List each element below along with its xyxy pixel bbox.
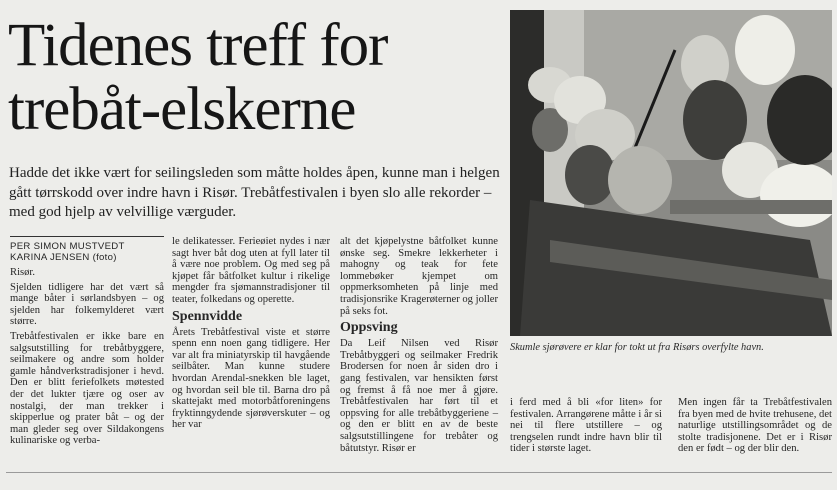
body-paragraph: Da Leif Nilsen ved Risør Trebåtbyggeri og seilmaker Fredrik Brodersen for noen år siden dro i gang festivalen, var hensikten først og fremst å få noe mer å gjøre. Trebåtfestivalen har ført til et oppsving for alle trebåtbyggeriene – og den er blitt en av de beste salgsutstillingene for trebåter og båtutstyr. Risør er [340,338,498,454]
photo-pirates [510,10,832,336]
lead-paragraph: Hadde det ikke vært for seilingsleden som måtte holdes åpen, kunne man i helgen gått tørrskodd over indre havn i Risør. Trebåtfestivalen i byen slo alle rekorder – med god hjelp av velvillige værguder. [9,165,500,220]
subheading-oppsving: Oppsving [340,320,398,336]
body-paragraph: i ferd med å bli «for liten» for festivalen. Arrangørene måtte i år si nei til flere utstillere – og trengselen rundt indre havn blir til tider i største laget. [510,397,662,455]
byline-author: PER SIMON MUSTVEDT [10,241,125,252]
byline-photographer: KARINA JENSEN (foto) [10,252,117,263]
photo-caption: Skumle sjørøvere er klar for tokt ut fra Risørs overfylte havn. [510,342,764,353]
body-paragraph: Trebåtfestivalen er ikke bare en salgsutstilling for trebåtbyggere, seilmakere og andre som holder gamle håndverkstradisjoner i hevd. Den er blitt feriefolkets møtested der det lukter tjære og oser av nostalgi, der man trekker i skipperlue og prater båt – og der man gleder seg over Sildakongens kulinariske og verba- [10,330,164,447]
bottom-rule [6,472,832,473]
dateline: Risør. [10,267,36,278]
column-2 [172,236,330,434]
body-paragraph: Årets Trebåtfestival viste et større spenn enn noen gang tidligere. Her var alt fra miniatyrskip til havgående seilbåter. Man kunne studere hvordan Arendal-snekken ble laget, og hvordan seil ble til. Barna dro på skattejakt med motorbåtforeningens fryktinngydende sjørøverskuter – og her var [172,326,330,431]
byline [10,236,164,263]
subheading-spennvidde: Spennvidde [172,308,243,324]
body-paragraph: le delikatesser. Ferieøiet nydes i nær sagt hver båt dog uten at fyll later til å være noe problem. Og med seg på kjøpet får båtfolket kultur i rikelige mengder fra sjømannstradisjoner til teater, folkedans og operette. [172,236,330,305]
body-paragraph: Men ingen får ta Trebåtfestivalen fra byen med de hvite trehusene, det naturlige utstillingsområdet og de stolte tradisjonene. Det er i Risør den er født – og der blir den. [678,397,832,455]
body-paragraph: alt det kjøpelystne båtfolket kunne ønske seg. Smekre lekkerheter i mahogny og teak for fete lommebøker kjempet om oppmerksomheten på linje med tradisjonsrike Kragerøterner og joller på seks fot. [340,236,498,317]
column-5 [678,397,832,458]
column-4 [510,397,662,458]
headline: Tidenes treff for trebåt-elskerne [8,12,388,143]
column-1 [10,236,164,450]
body-paragraph: Sjelden tidligere har det vært så mange båter i sørlandsbyen – og sjelden har folkemylderet vært større. [10,281,164,328]
column-3 [340,236,498,457]
